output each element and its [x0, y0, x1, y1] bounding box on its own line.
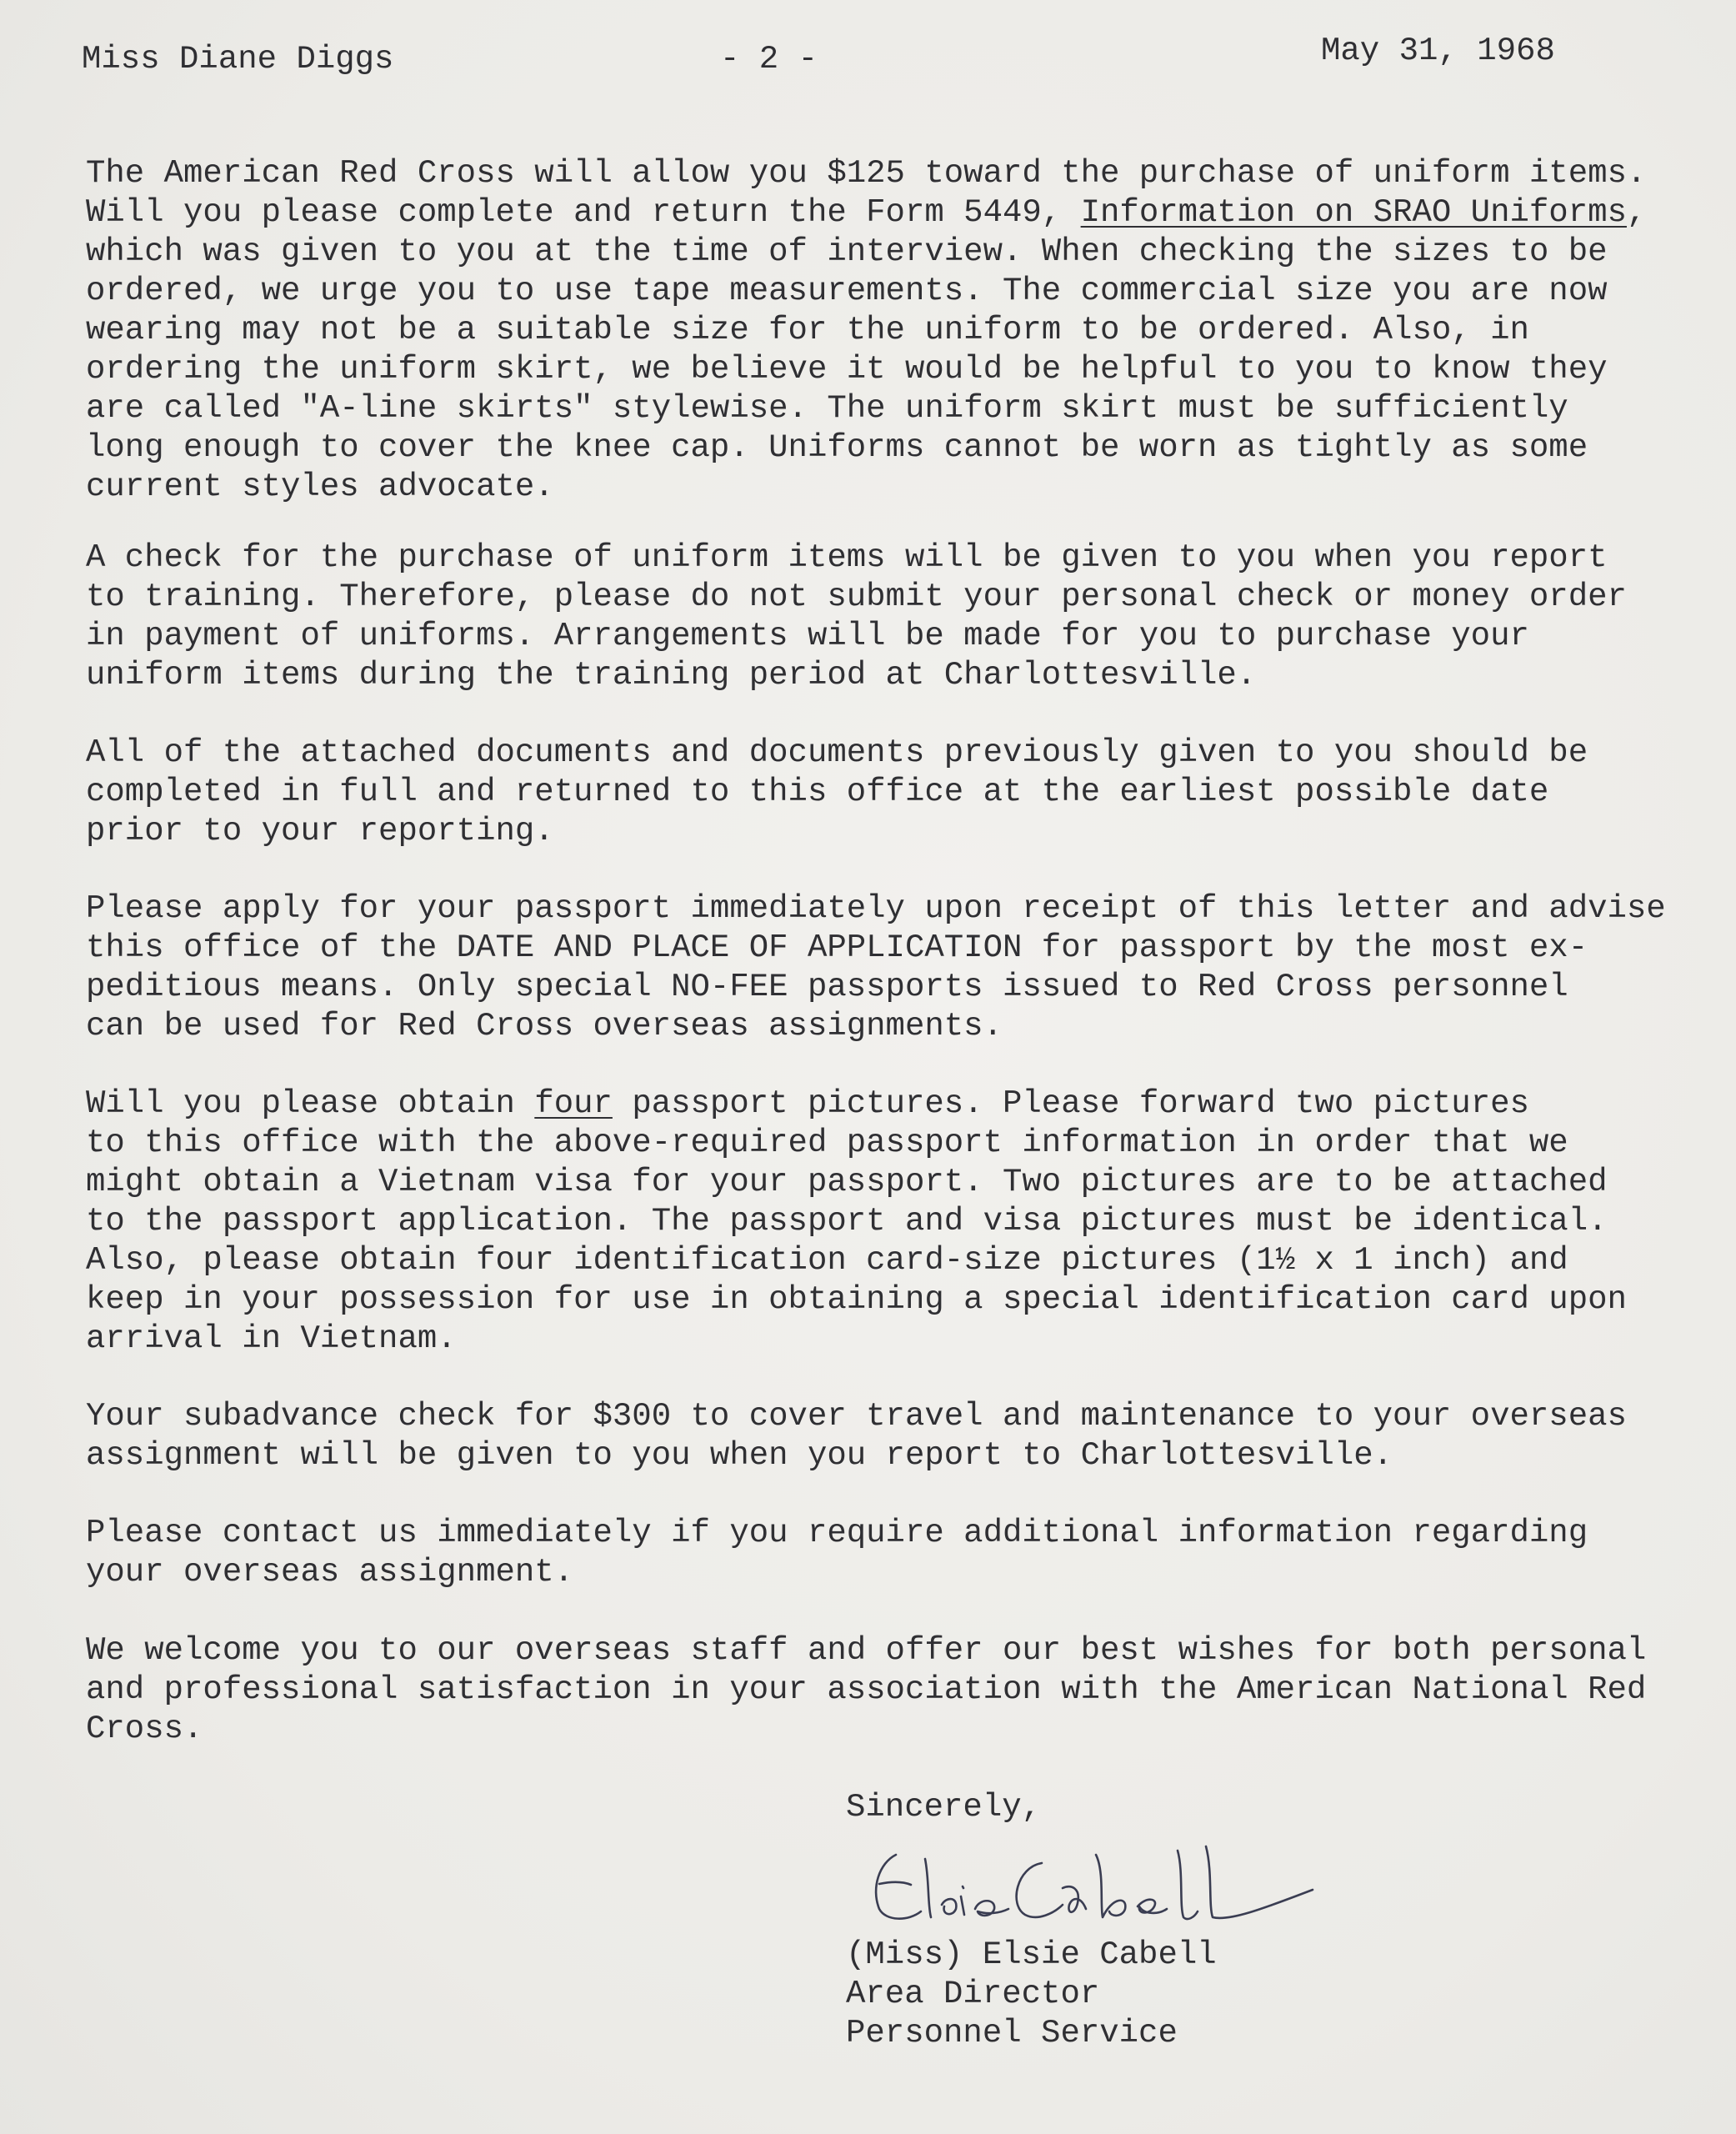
- recipient-name: Miss Diane Diggs: [82, 41, 394, 78]
- paragraph-subadvance: Your subadvance check for $300 to cover travel and maintenance to your overseas assignment will be given to you when you report to Charlottesville.: [86, 1398, 1627, 1474]
- paragraph-uniforms: [86, 154, 1686, 507]
- form-title-underlined: Information on SRAO Uniforms: [1080, 194, 1627, 231]
- signer-title: Area Director: [846, 1976, 1100, 2012]
- signer-department: Personnel Service: [846, 2015, 1178, 2051]
- paragraph-pictures-text-2: passport pictures. Please forward two pictures to this office with the above-required passport information in order that we might obtain a Vietnam visa for your passport. Two pictures are to be attached to the passport application. The passport and visa pictures must be identical. Also, please obtain four identification card-size pictures (1½ x 1 inch) and keep in your possession for use in obtaining a special identification card upon arrival in Vietnam.: [86, 1085, 1627, 1357]
- letter-date: May 31, 1968: [1321, 33, 1555, 69]
- paragraph-welcome: We welcome you to our overseas staff and offer our best wishes for both personal and professional satisfaction in your association with the American National Red Cross.: [86, 1632, 1647, 1747]
- paragraph-uniform-check: A check for the purchase of uniform items will be given to you when you report to training. Therefore, please do not submit your personal check or money order in payment of uniforms. Arrangements will be made for you to purchase your uniform items during the training period at Charlottesville.: [86, 539, 1627, 694]
- paragraph-uniforms-text-2: , which was given to you at the time of interview. When checking the sizes to be ordered, we urge you to use tape measurements. The commercial size you are now wearing may not be a suitable size for the uniform to be ordered. Also, in ordering the uniform skirt, we believe it would be helpful to you to know they are called "A-line skirts" stylewise. The uniform skirt must be sufficiently long enough to cover the knee cap. Uniforms cannot be worn as tightly as some current styles advocate.: [86, 194, 1647, 505]
- signer-name: (Miss) Elsie Cabell: [846, 1936, 1217, 1973]
- paragraph-documents: All of the attached documents and documents previously given to you should be completed in full and returned to this office at the earliest possible date prior to your reporting.: [86, 734, 1588, 849]
- paragraph-uniforms-text-1: The American Red Cross will allow you $125 toward the purchase of uniform items. Will you please complete and return the Form 5449,: [86, 155, 1647, 231]
- paragraph-passport: Please apply for your passport immediately upon receipt of this letter and advise this office of the DATE AND PLACE OF APPLICATION for passport by the most ex- peditious means. Only special NO-FEE passports issued to Red Cross personnel can be used for Red Cross overseas assignments.: [86, 890, 1666, 1044]
- handwritten-signature: [863, 1838, 1329, 1938]
- closing-salutation: Sincerely,: [846, 1789, 1042, 1826]
- paragraph-pictures-text-1: Will you please obtain: [86, 1085, 535, 1122]
- paragraph-pictures: [86, 1085, 1686, 1359]
- page-number: - 2 -: [720, 41, 818, 78]
- four-underlined: four: [534, 1085, 613, 1122]
- paragraph-contact: Please contact us immediately if you require additional information regarding your overseas assignment.: [86, 1515, 1588, 1590]
